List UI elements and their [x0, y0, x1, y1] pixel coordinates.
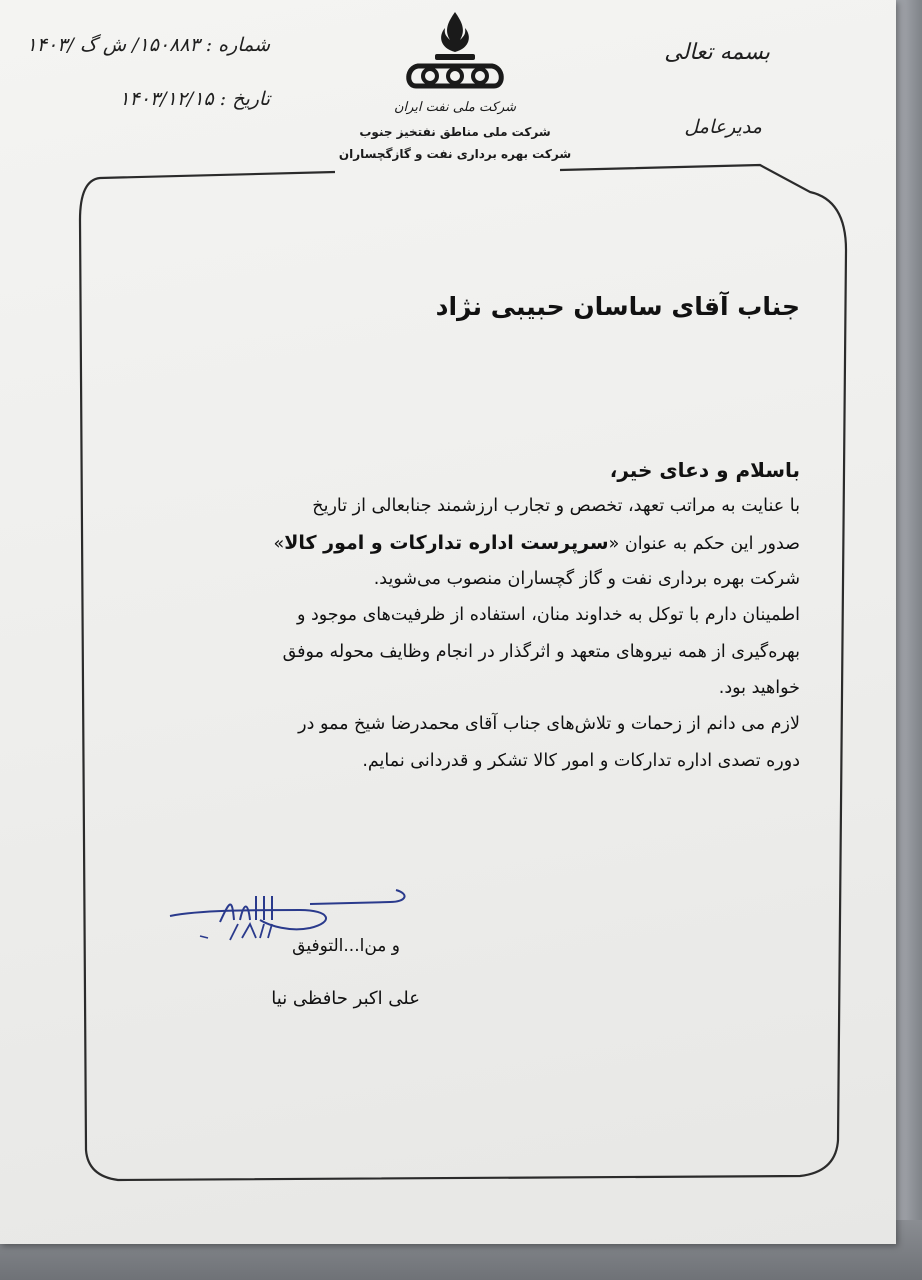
- company-name-secondary: شرکت بهره برداری نفت و گازگچساران: [338, 147, 572, 161]
- paragraph-2-line-3: خواهید بود.: [718, 678, 800, 698]
- paragraph-3-line-1: لازم می دانم از زحمات و تلاش‌های جناب آقای محمدرضا شیخ ممو در: [298, 714, 800, 734]
- letter-number-label: شماره :: [205, 33, 270, 56]
- closing-phrase: و من‌ا...التوفیق: [292, 936, 400, 956]
- company-name-primary: شرکت ملی مناطق نفتخیز جنوب: [359, 125, 551, 139]
- paragraph-1-line-2: [228, 525, 800, 562]
- appointment-title: سرپرست اداره تدارکات و امور کالا: [284, 532, 609, 554]
- title-pre: صدور این حکم به عنوان «: [608, 534, 800, 554]
- paragraph-1-line-3: شرکت بهره برداری نفت و گاز گچساران منصوب می‌شوید.: [373, 569, 800, 589]
- letter-date-row: [40, 84, 270, 114]
- paragraph-1-line-1: با عنایت به مراتب تعهد، تخصص و تجارب ارزشمند جنابعالی از تاریخ: [312, 496, 800, 516]
- invocation-text: بسمه تعالی: [664, 40, 770, 65]
- letter-body: [228, 282, 800, 780]
- paragraph-2-line-2: بهره‌گیری از همه نیروهای متعهد و اثرگذار در انجام وظایف محوله موفق: [282, 642, 800, 662]
- letter-recipient: جناب آقای ساسان حبیبی نژاد: [435, 292, 800, 321]
- company-logo-block: [330, 8, 580, 161]
- letter-reference-block: [26, 30, 270, 114]
- letter-number-value: ۱۵۰۸۸۳/ ش گ /۱۴۰۳: [26, 33, 200, 56]
- sender-position: مدیرعامل: [684, 116, 762, 138]
- letter-date-value: ۱۴۰۳/۱۲/۱۵: [119, 87, 214, 110]
- title-post: »: [273, 534, 285, 554]
- letter-number-row: [26, 30, 270, 60]
- signer-name: علی اکبر حافظی نیا: [271, 988, 420, 1009]
- nioc-flame-logo-icon: [400, 8, 510, 100]
- logo-caption: شرکت ملی نفت ایران: [393, 100, 517, 115]
- letter-invocation-block: [640, 40, 770, 138]
- letter-greeting: باسلام و دعای خیر،: [609, 458, 800, 482]
- paragraph-3-line-2: دوره تصدی اداره تدارکات و امور کالا تشکر و قدردانی نمایم.: [362, 751, 800, 771]
- paragraph-2-line-1: اطمینان دارم با توکل به خداوند منان، استفاده از ظرفیت‌های موجود و: [296, 605, 800, 625]
- letter-date-label: تاریخ :: [219, 87, 270, 110]
